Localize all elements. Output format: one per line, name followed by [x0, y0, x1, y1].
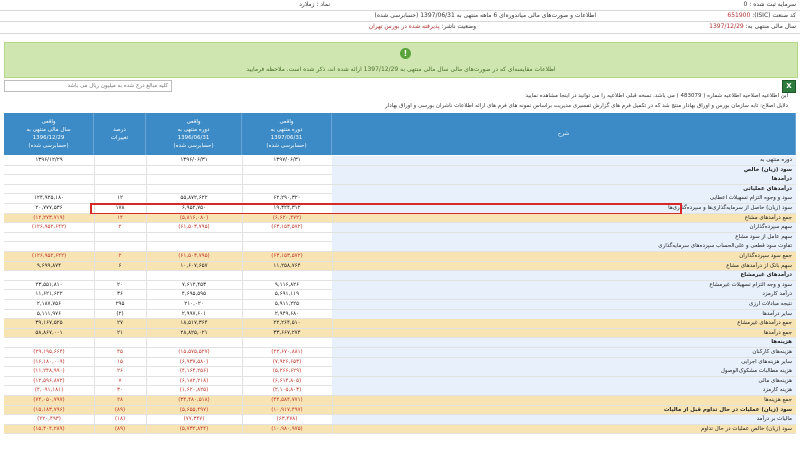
- table-cell: [94, 233, 147, 242]
- table-cell: (۶۳,۱۵۳,۵۷۲): [242, 223, 333, 232]
- table-cell: (۱۸): [94, 415, 147, 424]
- table-row: [4, 175, 796, 185]
- table-row: [4, 290, 796, 300]
- header-text: واقعی: [279, 119, 294, 125]
- table-cell: ۲۰: [94, 281, 147, 290]
- table-row: [4, 396, 796, 406]
- isic-value: 651900: [727, 12, 751, 19]
- notice-banner: [4, 42, 798, 78]
- row-description: سود و وجه التزام تسهیلات غیرمشاع: [332, 281, 796, 290]
- table-cell: ۳۶: [94, 290, 147, 299]
- table-cell: ۶,۹۵۲,۷۵۰: [146, 204, 243, 213]
- header-text: دوره منتهی به: [177, 127, 210, 133]
- table-row: [4, 319, 796, 329]
- table-cell: ۷,۶۱۲,۴۵۳: [146, 281, 243, 290]
- table-cell: ۱۰,۶۰۷,۶۵۷: [146, 262, 243, 271]
- table-cell: (۱۵,۵۷۵,۵۲۷): [146, 348, 243, 357]
- table-cell: (۴,۱۶۴,۲۵۶): [146, 367, 243, 376]
- table-cell: [4, 242, 95, 251]
- row-description: نتیجه مبادلات ارزی: [332, 300, 796, 309]
- amendment-note-text: این اطلاعیه اصلاحیه اطلاعیه شماره ( 483079 ) می باشد. نسخه قبلی اطلاعیه را می توانید در اینجا مشاهده نمایید: [525, 93, 788, 99]
- row-description: سهم عامل از سود مشاع: [332, 233, 796, 242]
- table-cell: (۵,۶۵۵,۴۹۷): [146, 406, 243, 415]
- header-period-1396: [146, 113, 242, 155]
- table-row: [4, 281, 796, 291]
- table-cell: (۱۰,۹۱۷,۴۹۷): [242, 406, 333, 415]
- header-change-percent: [94, 113, 146, 155]
- table-cell: ۲۹۵: [94, 300, 147, 309]
- row-description: درآمدها: [332, 175, 796, 184]
- row-description: سود (زیان) خالص: [332, 166, 796, 175]
- table-row: [4, 367, 796, 377]
- table-cell: (۲,۱۰۵,۸۰۳): [242, 386, 333, 395]
- table-cell: (۶۳,۴۷۸): [242, 415, 333, 424]
- table-cell: ۲: [94, 252, 147, 261]
- table-cell: ۲۸: [94, 396, 147, 405]
- table-cell: [4, 166, 95, 175]
- table-cell: [146, 185, 243, 194]
- table-cell: (۶۳,۱۵۳,۵۷۲): [242, 252, 333, 261]
- table-cell: ۵,۹۱۱,۲۲۵: [242, 300, 333, 309]
- row-description: دوره منتهی به: [332, 156, 796, 165]
- fiscal-label: سال مالی منتهی به:: [745, 23, 796, 30]
- table-cell: (۸۹): [94, 406, 147, 415]
- table-cell: ۷: [94, 377, 147, 386]
- row-description: هزینه‌ها: [332, 338, 796, 347]
- header-text: واقعی: [186, 119, 201, 125]
- table-cell: [4, 185, 95, 194]
- amendment-note: [526, 93, 789, 99]
- table-cell: [94, 242, 147, 251]
- table-cell: (۶۱,۵۰۳,۷۹۵): [146, 223, 243, 232]
- table-cell: ۱۸,۵۱۷,۳۶۴: [146, 319, 243, 328]
- table-cell: (۷۴,۰۵۰,۷۹۷): [4, 396, 95, 405]
- capital-label: سرمایه ثبت شده :: [749, 1, 796, 8]
- amendment-reason-text: دلایل اصلاح: تابه سازمان بورس و اوراق بهادار منتج شد که در تکمیل فرم های گزارش تفسیری مدیریت براساس نمونه های فرم های ارائه اطلاعات ناشران بورسی و اوراق بهادار: [385, 103, 788, 109]
- header-text: سال مالی منتهی به: [26, 127, 71, 133]
- table-cell: ۲۳,۵۵۱,۸۱۰: [4, 281, 95, 290]
- status-value: پذیرفته شده در بورس تهران: [368, 23, 440, 30]
- amount-unit-input[interactable]: [5, 81, 171, 91]
- table-row: [4, 377, 796, 387]
- table-row: [4, 252, 796, 262]
- table-cell: (۱۲,۵۹۶,۸۷۲): [4, 377, 95, 386]
- table-cell: [242, 166, 333, 175]
- table-cell: [94, 185, 147, 194]
- row-description: سهم بانک از درآمدهای مشاع: [726, 262, 792, 269]
- table-cell: (۱۲۶,۹۵۲,۶۴۲): [4, 223, 95, 232]
- table-cell: ۲۲,۲۶۴,۵۱۰: [242, 319, 333, 328]
- table-cell: [146, 338, 243, 347]
- table-cell: [242, 233, 333, 242]
- table-cell: (۷,۹۲۶,۶۵۳): [242, 358, 333, 367]
- row-description: مالیات بر درآمد: [332, 415, 796, 424]
- row-description: درآمدهای غیرمشاع: [332, 271, 796, 280]
- row-description: جمع سود سپرده‌گذاران: [739, 253, 792, 259]
- table-cell: (۱۵,۱۸۳,۷۹۶): [4, 406, 95, 415]
- table-cell: ۱۳۹۶/۰۶/۳۱: [146, 156, 243, 165]
- row-description: درآمدهای عملیاتی: [332, 185, 796, 194]
- amount-unit-field[interactable]: [4, 80, 172, 92]
- table-cell: (۴,۰۹۱,۱۸۱): [4, 386, 95, 395]
- row-description: هزینه‌های کارکنان: [332, 348, 796, 357]
- table-row: [4, 271, 796, 281]
- table-cell: ۳۳,۶۶۷,۲۷۴: [242, 329, 333, 338]
- table-cell: ۱۲: [94, 194, 147, 203]
- row-description: سود (زیان) خالص عملیات در حال تداوم: [700, 425, 792, 432]
- row-description: سایر هزینه‌های اجرایی: [332, 358, 796, 367]
- table-cell: ۱۹,۳۲۴,۳۱۲: [242, 204, 333, 213]
- table-cell: [146, 175, 243, 184]
- table-cell: [146, 271, 243, 280]
- info-divider: [0, 33, 800, 34]
- table-cell: ۴,۶۹۵,۵۹۵: [146, 290, 243, 299]
- table-cell: ۲۱۰,۰۲۰: [146, 300, 243, 309]
- table-cell: (۴۴,۵۸۴,۷۷۱): [242, 396, 333, 405]
- table-cell: ۱۳۹۷/۰۶/۳۱: [242, 156, 333, 165]
- capital-value: 0: [743, 1, 748, 8]
- table-cell: (۵,۷۳۲,۸۴۴): [146, 425, 243, 434]
- table-cell: [94, 156, 147, 165]
- table-row: [4, 223, 796, 233]
- table-cell: (۱۶,۱۸۰,۰۰۹): [4, 358, 95, 367]
- table-cell: [4, 338, 95, 347]
- excel-export-icon[interactable]: X: [782, 80, 796, 93]
- table-cell: ۴۵: [94, 348, 147, 357]
- company-info-panel: [0, 0, 800, 40]
- row-description: سهم سپرده‌گذاران: [332, 223, 796, 232]
- table-row: [4, 358, 796, 368]
- table-cell: (۱۵,۴۰۴,۲۸۹): [4, 425, 95, 434]
- table-cell: [94, 338, 147, 347]
- row-description: سایر درآمدها: [332, 310, 796, 319]
- symbol-label: نماد : زملارد: [299, 1, 330, 8]
- header-text: (حسابرسی شده): [266, 143, 307, 149]
- table-cell: [94, 175, 147, 184]
- table-cell: [146, 242, 243, 251]
- row-description: سود (زیان) حاصل از سرمایه‌گذاری‌ها و سپرده‌گذاری‌ها: [332, 204, 796, 213]
- table-cell: (۲۲,۶۷۰,۸۸۱): [242, 348, 333, 357]
- header-text: دوره منتهی به: [270, 127, 303, 133]
- table-cell: [146, 166, 243, 175]
- table-row: [4, 386, 796, 396]
- table-row: [4, 214, 796, 224]
- amendment-reason: [385, 103, 788, 109]
- table-cell: ۳۹,۱۶۷,۵۲۵: [4, 319, 95, 328]
- notice-text: اطلاعات مقایسه‌ای که در صورت‌های مالی سال مالی منتهی به 1397/12/29 ارائه شده اند، ذکر شده است. ملاحظه فرمایید: [246, 66, 556, 73]
- table-cell: ۲,۹۹۷,۶۰۱: [146, 310, 243, 319]
- table-cell: ۱۴: [94, 214, 147, 223]
- row-description: جمع هزینه‌ها: [764, 397, 792, 403]
- table-row: [4, 329, 796, 339]
- table-row: [4, 338, 796, 348]
- row-description: سود و وجوه التزام تسهیلات اعطایی: [332, 194, 796, 203]
- table-cell: ۱۱,۲۵۸,۷۶۴: [242, 262, 333, 271]
- header-description: [332, 113, 796, 155]
- table-cell: ۶۲,۲۹۰,۳۲۰: [242, 194, 333, 203]
- row-description: سود (زیان) عملیات در حال تداوم قبل از مالیات: [663, 406, 792, 413]
- report-title: اطلاعات و صورت‌های مالی میاندوره‌ای 6 ماهه منتهی به 1397/06/31 (حسابرسی شده): [374, 12, 596, 19]
- table-cell: ۵,۶۹۱,۱۱۹: [242, 290, 333, 299]
- table-row: [4, 262, 796, 272]
- table-cell: [4, 233, 95, 242]
- table-cell: (۲۲۰,۴۹۳): [4, 415, 95, 424]
- table-cell: (۱۲,۲۷۳,۷۱۹): [4, 214, 95, 223]
- row-description: هزینه‌های مالی: [332, 377, 796, 386]
- table-cell: [242, 271, 333, 280]
- header-period-1397: [242, 113, 332, 155]
- table-row: [4, 425, 796, 435]
- table-cell: ۹,۱۱۶,۸۲۶: [242, 281, 333, 290]
- table-row: [4, 242, 796, 252]
- row-description: جمع درآمدهای غیرمشاع: [737, 320, 792, 327]
- header-text: (حسابرسی شده): [28, 143, 69, 149]
- table-cell: [94, 166, 147, 175]
- header-text: واقعی: [41, 119, 56, 125]
- isic-row: [640, 11, 796, 21]
- table-cell: (۷۷,۳۴۷): [146, 415, 243, 424]
- financial-table: [4, 113, 796, 458]
- table-cell: ۵۸,۸۶۷,۰۰۱: [4, 329, 95, 338]
- table-cell: ۲,۹۴۹,۶۸۰: [242, 310, 333, 319]
- table-cell: [242, 175, 333, 184]
- header-text: شرح: [557, 131, 570, 137]
- table-cell: (۱۰,۹۸۰,۹۷۵): [242, 425, 333, 434]
- header-text: (حسابرسی شده): [173, 143, 214, 149]
- table-cell: ۹,۶۹۹,۸۷۴: [4, 262, 95, 271]
- header-text: درصد: [113, 127, 126, 133]
- table-cell: ۲۷: [94, 319, 147, 328]
- header-text: 1396/12/29: [32, 135, 65, 141]
- header-text: تغییرات: [110, 135, 129, 141]
- table-cell: ۱۷۸: [94, 204, 147, 213]
- table-cell: [242, 185, 333, 194]
- symbol-row: [299, 0, 330, 10]
- status-row: [276, 22, 476, 32]
- table-cell: ۲,۱۸۷,۷۵۶: [4, 300, 95, 309]
- row-description: هزینه مطالبات مشکوک‌الوصول: [332, 367, 796, 376]
- table-row: [4, 166, 796, 176]
- table-cell: ۲: [94, 223, 147, 232]
- isic-label: کد صنعت (ISIC):: [752, 12, 796, 19]
- table-cell: (۵,۸۱۶,۰۸۰): [146, 214, 243, 223]
- info-icon: !: [400, 48, 411, 59]
- table-cell: (۶,۹۳۷,۵۸۰): [146, 358, 243, 367]
- capital-row: [744, 0, 796, 10]
- table-cell: [94, 271, 147, 280]
- table-cell: ۲۰,۷۷۷,۵۳۶: [4, 204, 95, 213]
- status-label: وضعیت ناشر:: [441, 23, 476, 30]
- fiscal-row: [620, 22, 796, 32]
- table-cell: ۱۲۴,۹۲۵,۱۸۰: [4, 194, 95, 203]
- row-description: تفاوت سود قطعی و علی‌الحساب سپرده‌های سرمایه‌گذاری: [332, 242, 796, 251]
- table-cell: (۶,۶۲۰,۴۷۲): [242, 214, 333, 223]
- table-cell: ۲۶: [94, 367, 147, 376]
- table-cell: ۱۱,۶۲۱,۶۲۲: [4, 290, 95, 299]
- table-cell: (۵,۲۶۶,۶۲۹): [242, 367, 333, 376]
- row-description: درآمد کارمزد: [332, 290, 796, 299]
- table-row: [4, 415, 796, 425]
- table-cell: (۱,۶۲۰,۸۲۵): [146, 386, 243, 395]
- table-cell: [4, 175, 95, 184]
- report-title-row: [176, 11, 596, 21]
- table-cell: [146, 233, 243, 242]
- row-description: جمع درآمدهای مشاع: [744, 214, 792, 221]
- table-cell: (۶,۱۸۲,۲۱۸): [146, 377, 243, 386]
- fiscal-value: 1397/12/29: [709, 23, 744, 30]
- table-cell: [242, 242, 333, 251]
- table-cell: (۶۱,۵۰۳,۷۹۵): [146, 252, 243, 261]
- table-row: [4, 185, 796, 195]
- table-cell: (۳۴,۴۸۰,۵۱۸): [146, 396, 243, 405]
- table-cell: [242, 338, 333, 347]
- table-cell: ۲۸,۸۲۵,۰۲۱: [146, 329, 243, 338]
- header-text: 1397/06/31: [270, 135, 303, 141]
- table-cell: (۲۹,۱۹۵,۶۶۴): [4, 348, 95, 357]
- table-cell: (۸۹): [94, 425, 147, 434]
- table-cell: ۲۱: [94, 329, 147, 338]
- table-cell: (۲): [94, 310, 147, 319]
- header-text: 1396/06/31: [177, 135, 210, 141]
- table-cell: ۵۵,۸۷۲,۶۲۲: [146, 194, 243, 203]
- table-cell: ۱۳۹۶/۱۲/۲۹: [4, 156, 95, 165]
- row-description: هزینه کارمزد: [332, 386, 796, 395]
- table-row: [4, 310, 796, 320]
- table-cell: [4, 271, 95, 280]
- row-description: جمع درآمدها: [763, 329, 792, 336]
- table-cell: ۳۰: [94, 386, 147, 395]
- table-row: [4, 348, 796, 358]
- table-row: [4, 233, 796, 243]
- table-row: [4, 156, 796, 166]
- table-cell: (۶,۶۱۴,۸۰۵): [242, 377, 333, 386]
- table-cell: ۵,۱۱۱,۹۷۶: [4, 310, 95, 319]
- header-fiscal-1396: [4, 113, 94, 155]
- table-row: [4, 406, 796, 416]
- table-row: [4, 300, 796, 310]
- table-cell: ۱۵: [94, 358, 147, 367]
- table-cell: (۱۱,۲۴۸,۹۹۰): [4, 367, 95, 376]
- table-cell: (۱۲۶,۹۵۲,۶۴۲): [4, 252, 95, 261]
- table-cell: ۶: [94, 262, 147, 271]
